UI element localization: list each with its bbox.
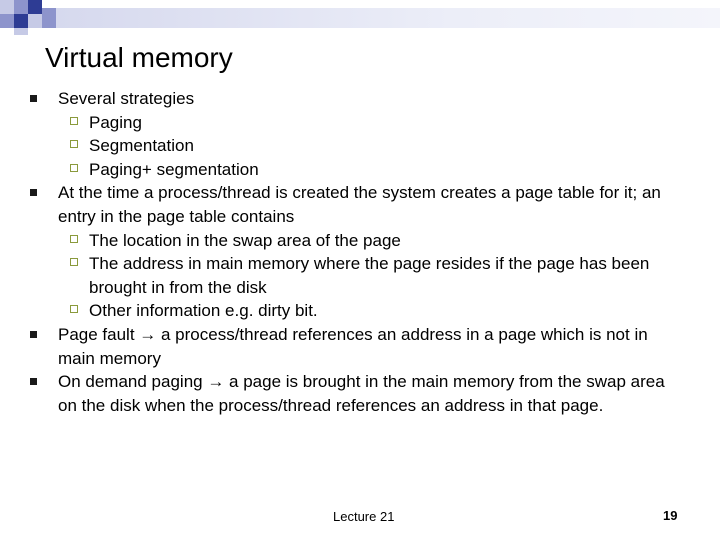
sub-bullet-item [0,134,679,158]
sub-bullet-text: Segmentation [89,136,194,156]
slide-title: Virtual memory [45,42,233,73]
sub-bullet-text: The location in the swap area of the page [89,230,401,250]
square-bullet-icon [30,378,37,385]
slide-content [0,87,720,417]
sub-bullet-item [0,229,679,253]
square-bullet-icon [30,331,37,338]
bullet-text: Several strategies [58,89,195,108]
hollow-square-bullet-icon [70,140,78,148]
bullet-item [0,323,676,370]
sub-bullet-item [0,158,679,182]
decor-square [28,14,42,28]
sub-bullet-text: Other information e.g. dirty bit. [89,301,318,321]
decor-square [14,0,28,14]
bullet-text: Page fault → a process/thread references an address in a page which is not in main memory [58,324,648,368]
footer-label: Lecture 21 [333,509,395,524]
hollow-square-bullet-icon [70,164,78,172]
bullet-item [0,87,676,111]
decor-square [0,0,14,14]
hollow-square-bullet-icon [70,117,78,125]
decor-square [28,0,42,14]
bullet-text: On demand paging → a page is brought in the main memory from the swap area on the disk when the process/thread references an address in that page. [58,372,665,415]
bullet-item [0,181,676,228]
sub-bullet-text: Paging [89,112,142,132]
sub-bullet-item [0,299,679,323]
decor-square [42,8,56,28]
hollow-square-bullet-icon [70,258,78,266]
decor-square [14,28,28,35]
square-bullet-icon [30,189,37,196]
bullet-item [0,370,676,417]
hollow-square-bullet-icon [70,305,78,313]
decor-square [14,14,28,28]
bullet-text: At the time a process/thread is created the system creates a page table for it; an entry in the page table contains [58,183,661,226]
sub-bullet-text: The address in main memory where the page resides if the page has been brought in from the disk [89,254,650,297]
sub-bullet-item [0,252,679,299]
hollow-square-bullet-icon [70,235,78,243]
page-number: 19 [663,508,678,523]
sub-bullet-text: Paging+ segmentation [89,159,259,179]
sub-bullet-item [0,111,679,135]
decor-strip [56,8,720,28]
decor-square [0,14,14,28]
square-bullet-icon [30,95,37,102]
header-decoration [0,0,720,35]
